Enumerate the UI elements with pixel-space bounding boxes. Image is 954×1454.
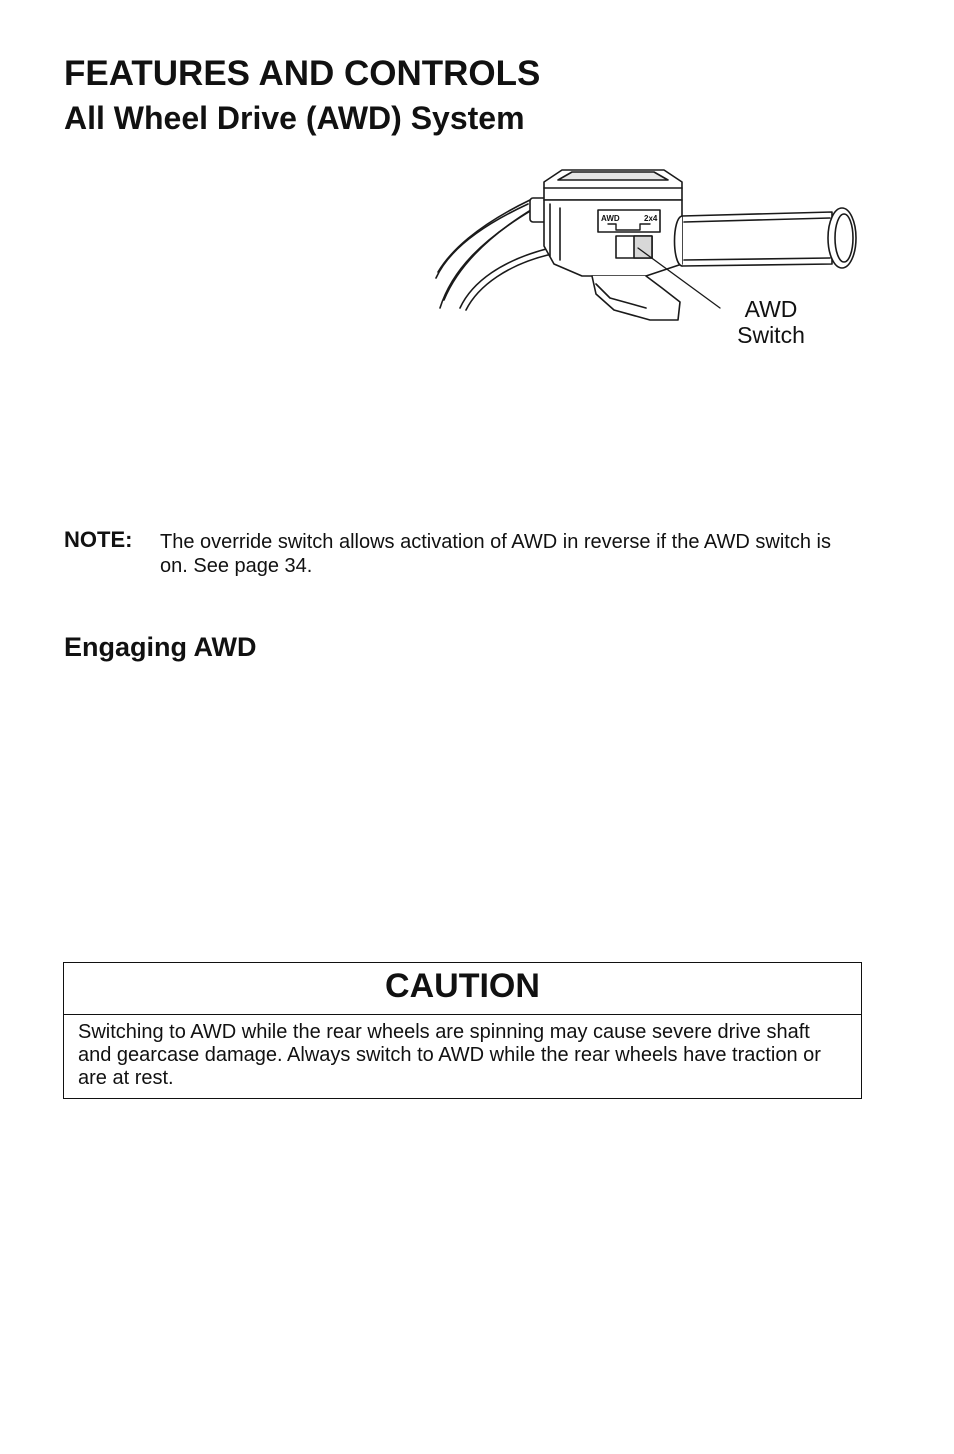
awd-switch-callout (716, 296, 826, 348)
callout-line-1: AWD (744, 296, 798, 322)
note-text: The override switch allows activation of AWD in reverse if the AWD switch is on. See page 34. (160, 531, 831, 577)
note-label: NOTE: (64, 527, 133, 552)
page-title: FEATURES AND CONTROLS (64, 54, 541, 93)
caution-title: CAUTION (64, 963, 861, 1015)
callout-line-2: Switch (737, 322, 805, 348)
section-title-engaging-awd: Engaging AWD (64, 632, 257, 662)
handlebar-illustration (432, 160, 862, 360)
page-subtitle: All Wheel Drive (AWD) System (64, 100, 525, 136)
caution-box (63, 962, 862, 1099)
caution-text: Switching to AWD while the rear wheels are spinning may cause severe drive shaft and gearcase damage. Always switch to AWD while the rear wheels have traction or are at rest. (78, 1021, 821, 1089)
switch-label-awd: AWD (601, 214, 620, 223)
switch-label-2x4: 2x4 (644, 214, 658, 223)
